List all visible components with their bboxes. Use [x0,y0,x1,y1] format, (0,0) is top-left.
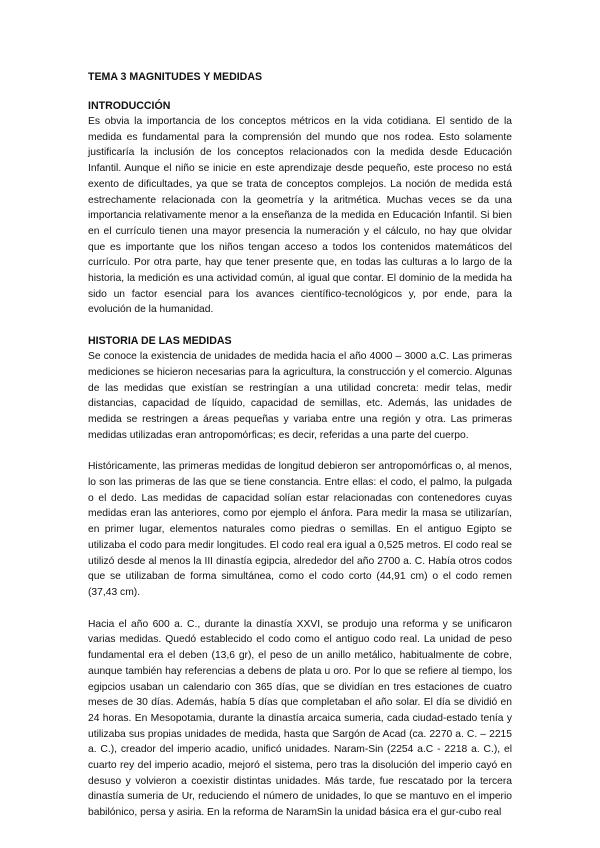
section-heading-introduccion: INTRODUCCIÓN [88,100,171,112]
section-spacer [88,318,512,334]
historia-paragraph-2: Históricamente, las primeras medidas de longitud debieron ser antropomórficas o, al menos, lo son las primeras de las que se tiene constancia. Entre ellas: el codo, el palmo, la pulgada o el dedo. Las medidas de capacidad solían estar relacionadas con contenedores cuyas medidas eran las anteriores, como por ejemplo el ánfora. Para medir la masa se utilizarían, en primer lugar, elementos naturales como piedras o semillas. En el antiguo Egipto se utilizaba el codo para medir longitudes. El codo real era igual a 0,525 metros. El codo real se utilizó desde al menos la III dinastía egipcia, alrededor del año 2700 a. C. Había otros codos que se utilizaban de forma simultánea, como el codo corto (44,91 cm) o el codo remen (37,43 cm). [88,461,512,598]
intro-paragraph: Es obvia la importancia de los conceptos métricos en la vida cotidiana. El sentido de la medida es fundamental para la comprensión del mundo que nos rodea. Esto solamente justificaría la inclusión de los conceptos relacionados con la medida desde Educación Infantil. Aunque el niño se inicie en este aprendizaje desde pequeño, este proceso no está exento de dificultades, ya que se trata de conceptos complejos. La noción de medida está estrechamente relacionada con la geometría y la aritmética. Muchas veces se da una importancia relativamente menor a la enseñanza de la medida en Educación Infantil. Si bien en el currículo tienen una mayor presencia la numeración y el cálculo, no hay que olvidar que es importante que los niños tengan acceso a todos los contenidos matemáticos del currículo. Por otra parte, hay que tener presente que, en todas las culturas a lo largo de la historia, la medición es una actividad común, al igual que contar. El dominio de la medida ha sido un factor esencial para los avances científico-tecnológicos y, por ende, para la evolución de la humanidad. [88,116,512,316]
historia-paragraph-1: Se conoce la existencia de unidades de medida hacia el año 4000 – 3000 a.C. Las primeras mediciones se hicieron necesarias para la agricultura, la construcción y el comercio. Algunas de las medidas que existían se restringían a una utilidad concreta: medir telas, medir distancias, capacidad de líquido, capacidad de semillas, etc. Además, las unidades de medida se restringen a áreas pequeñas y variaba entre una región y otra. Las primeras medidas utilizadas eran antropomórficas; es decir, referidas a una parte del cuerpo. [88,351,512,441]
historia-paragraph-3: Hacia el año 600 a. C., durante la dinastía XXVI, se produjo una reforma y se unificaron varias medidas. Quedó establecido el codo como el antiguo codo real. La unidad de peso fundamental era el deben (13,6 gr), el peso de un anillo metálico, habitualmente de cobre, aunque también hay referencias a debens de plata u oro. Por lo que se refiere al tiempo, los egipcios usaban un calendario con 365 días, que se dividían en tres estaciones de cuatro meses de 30 días. Además, había 5 días que completaban el año solar. El día se dividió en 24 horas. En Mesopotamia, durante la dinastía arcaica sumeria, cada ciudad-estado tenía y utilizaba sus propias unidades de medida, hasta que Sargón de Acad (ca. 2270 a. C. – 2215 a. C.), creador del imperio acadio, unificó unidades. Naram-Sin (2254 a.C - 2218 a. C.), el cuarto rey del imperio acadio, mejoró el sistema, pero tras la disolución del imperio cayó en desuso y volvieron a coexistir distintas unidades. Más tarde, fue rescatado por la tercera dinastía sumeria de Ur, reduciendo el número de unidades, lo que se mantuvo en el imperio babilónico, persa y asiria. En la reforma de NaramSin la unidad básica era el gur-cubo real [88,618,512,819]
document-title: TEMA 3 MAGNITUDES Y MEDIDAS [88,71,263,83]
section-heading-historia: HISTORIA DE LAS MEDIDAS [88,335,232,348]
paragraph-spacer [88,601,512,617]
paragraph-spacer [88,443,512,459]
